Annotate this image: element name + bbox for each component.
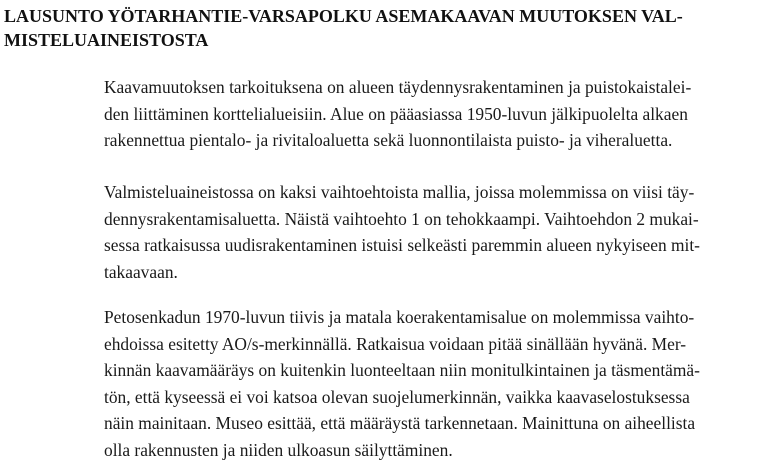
text-line: den liittäminen korttelialueisiin. Alue on pääasiassa 1950-luvun jälkipuolelta alkaen xyxy=(104,101,766,128)
paragraph-purpose xyxy=(104,74,766,154)
title-line: LAUSUNTO YÖTARHANTIE-VARSAPOLKU ASEMAKAAVAN MUUTOKSEN VAL- xyxy=(4,4,764,28)
text-line: Petosenkadun 1970-luvun tiivis ja matala koerakentamisalue on molemmissa vaihto- xyxy=(104,304,766,331)
paragraph-petosenkatu xyxy=(104,304,766,463)
text-line: Kaavamuutoksen tarkoituksena on alueen täydennysrakentaminen ja puistokaistalei- xyxy=(104,74,766,101)
text-line: takaavaan. xyxy=(104,259,766,286)
text-line: rakennettua pientalo- ja rivitaloaluetta sekä luonnontilaista puisto- ja viheraluetta. xyxy=(104,127,766,154)
title-line: MISTELUAINEISTOSTA xyxy=(4,28,764,52)
document-title xyxy=(4,4,764,52)
text-line: dennysrakentamisaluetta. Näistä vaihtoehto 1 on tehokkaampi. Vaihtoehdon 2 mukai- xyxy=(104,206,766,233)
text-line: tön, että kyseessä ei voi katsoa olevan suojelumerkinnän, vaikka kaavaselostuksessa xyxy=(104,384,766,411)
text-line: Valmisteluaineistossa on kaksi vaihtoehtoista mallia, joissa molemmissa on viisi täy- xyxy=(104,179,766,206)
paragraph-alternatives xyxy=(104,179,766,285)
text-line: sessa ratkaisussa uudisrakentaminen istuisi selkeästi paremmin alueen nykyiseen mit- xyxy=(104,232,766,259)
text-line: ehdoissa esitetty AO/s-merkinnällä. Ratkaisua voidaan pitää sinällään hyvänä. Mer- xyxy=(104,331,766,358)
text-line: olla rakennusten ja niiden ulkoasun säilyttäminen. xyxy=(104,437,766,463)
text-line: kinnän kaavamääräys on kuitenkin luonteeltaan niin monitulkintainen ja täsmentämä- xyxy=(104,357,766,384)
text-line: näin mainitaan. Museo esittää, että määräystä tarkennetaan. Mainittuna on aiheellista xyxy=(104,410,766,437)
